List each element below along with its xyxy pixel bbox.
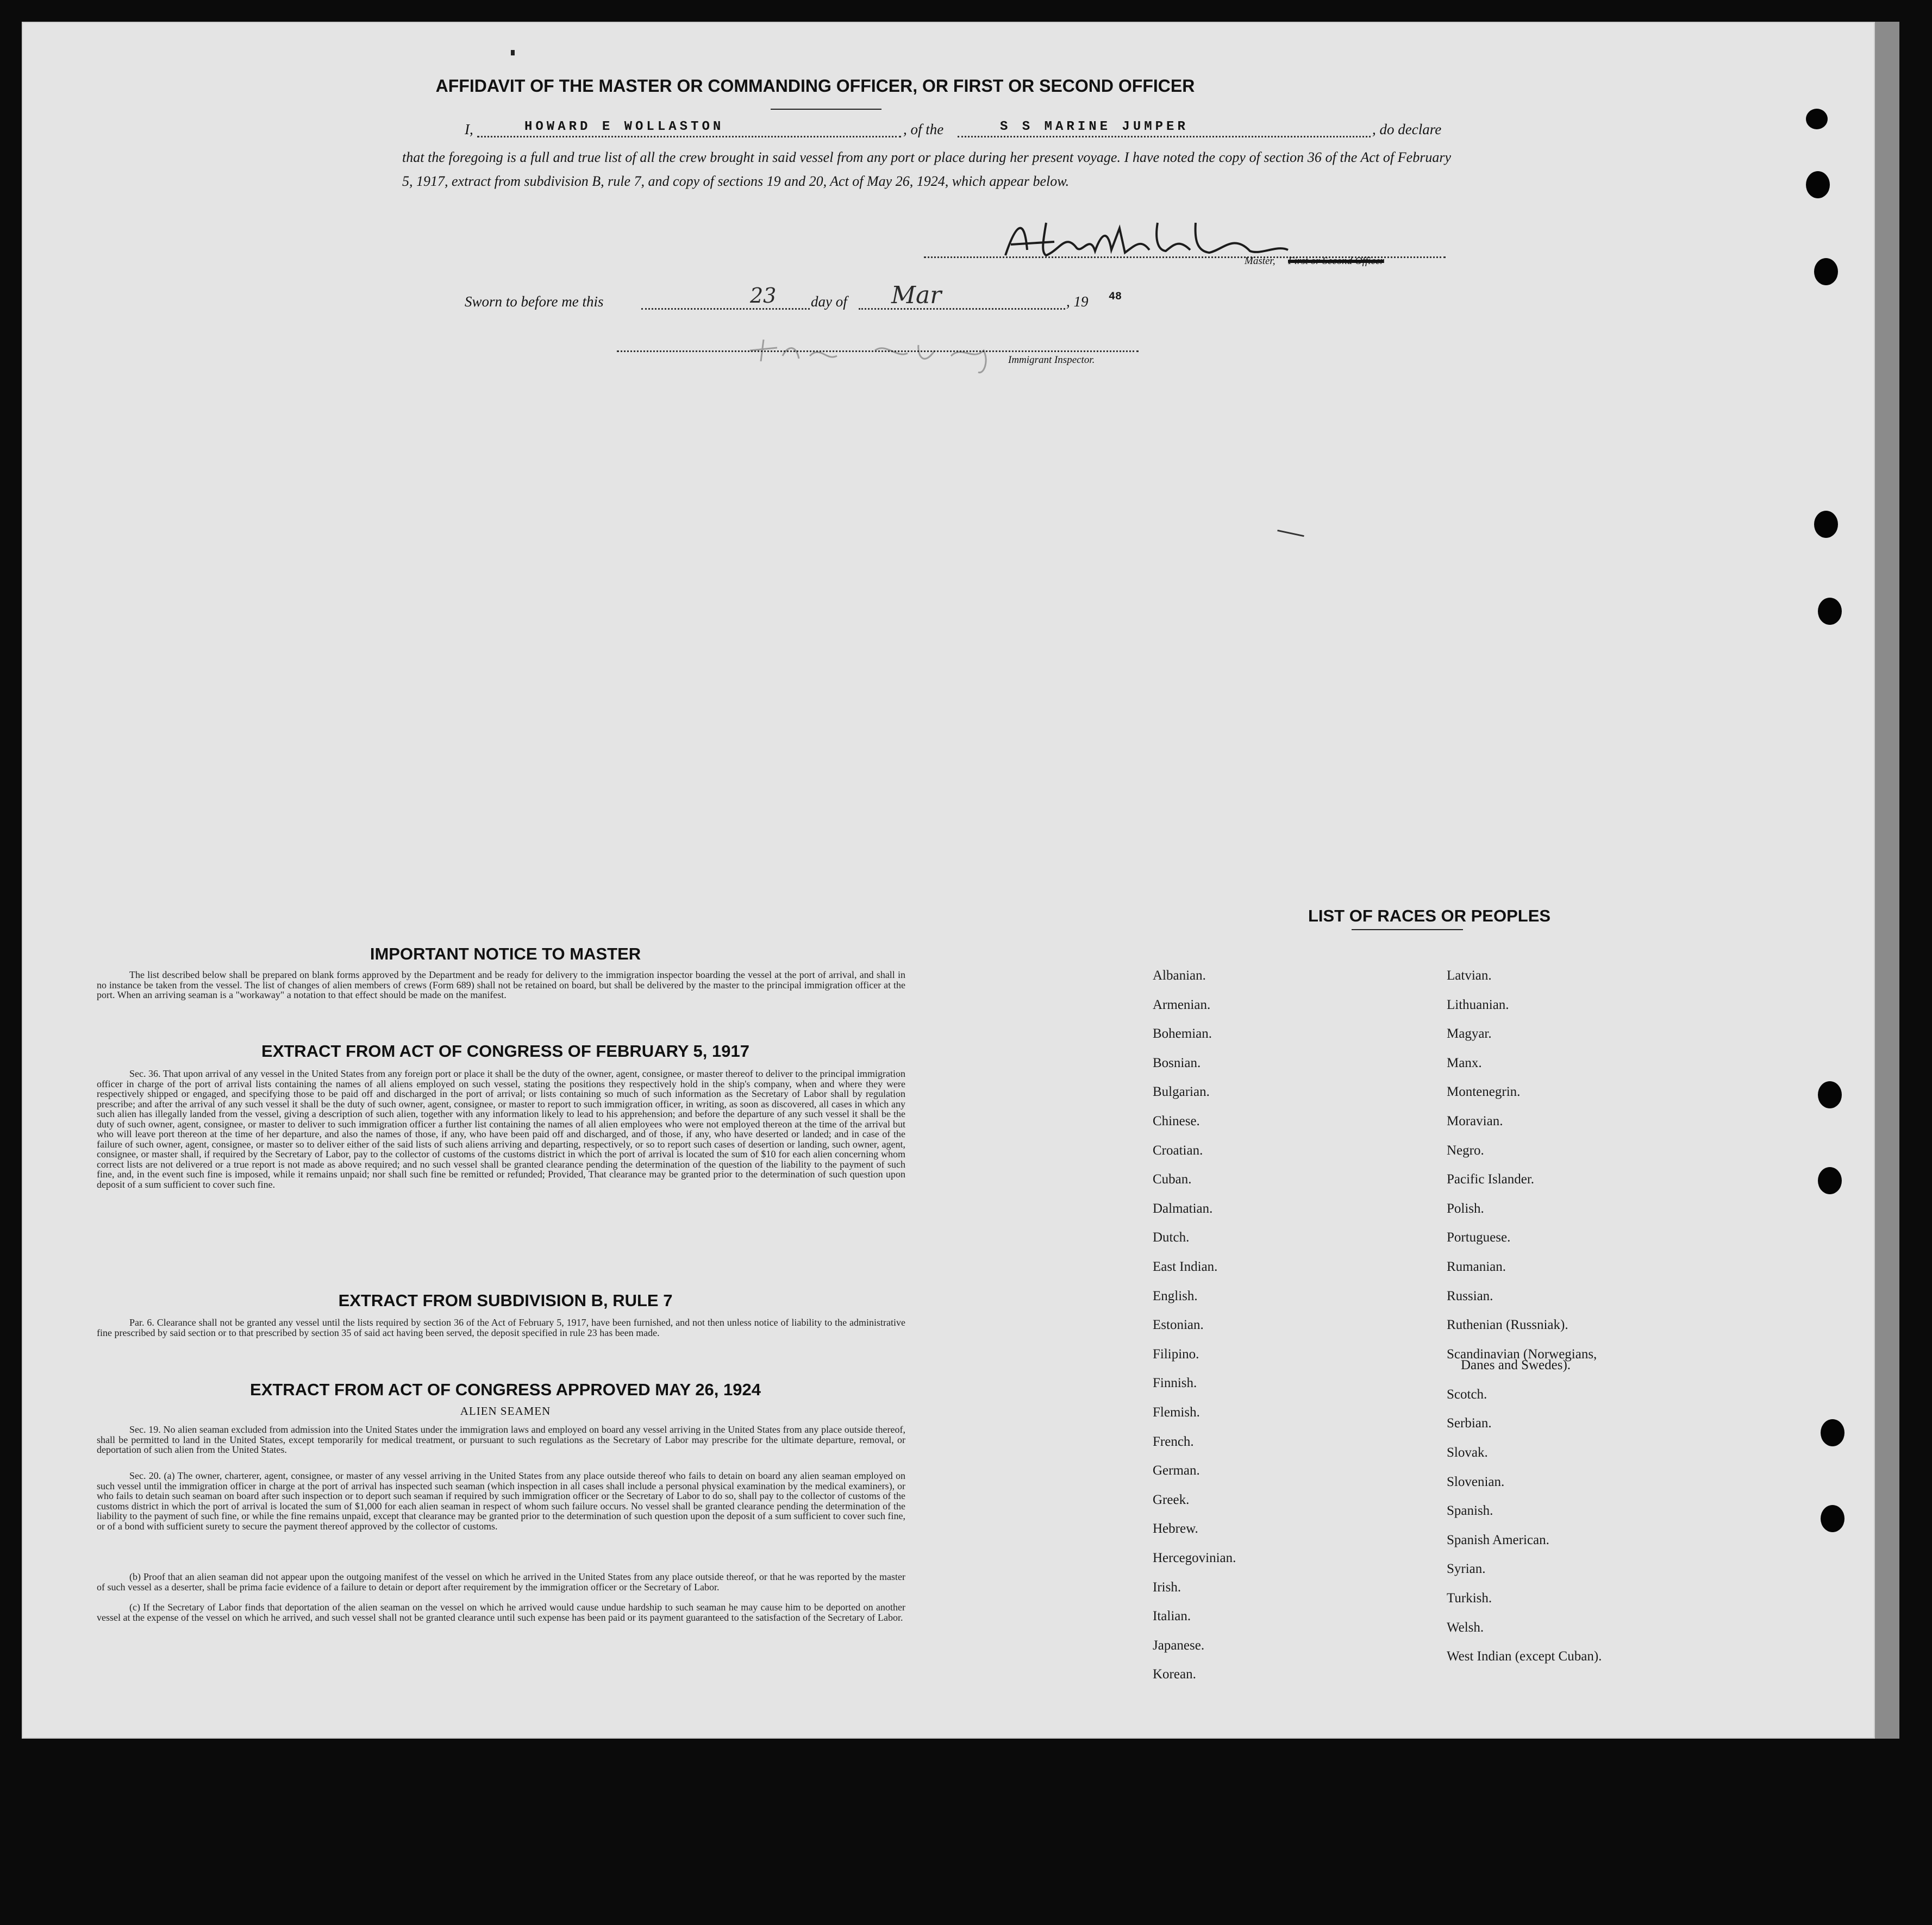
race-item: Portuguese.	[1447, 1230, 1511, 1245]
sworn-day: 23	[750, 284, 777, 308]
race-item: Hercegovinian.	[1153, 1551, 1236, 1565]
binder-hole	[1806, 171, 1830, 198]
sworn-label: Sworn to before me this	[465, 293, 604, 310]
extract-1924-sec20c: (c) If the Secretary of Labor finds that deportation of the alien seaman on the vessel on which he arrived would cause undue hardship to such seaman he may cause him to be deported on another vessel at the expense of the vessel on which he arrived, and such vessel shall not be granted clearance until such expense has been paid or its payment guaranteed to the satisfaction of the Secretary of Labor.	[97, 1602, 905, 1623]
vessel-name: S S MARINE JUMPER	[1000, 120, 1189, 134]
race-item: Estonian.	[1153, 1318, 1204, 1333]
document-page	[22, 22, 1875, 1739]
binder-hole	[1814, 511, 1838, 538]
notice-body: The list described below shall be prepared on blank forms approved by the Department and be ready for delivery to the immigration inspector boarding the vessel at the port of arrival, and shall in no instance be taken from the vessel. The list of changes of alien members of crews (Form 689) shall not be retained on board, but shall be delivered by the master to the principal immigration officer at the port. When an arriving seaman is a "workaway" a notation to that effect should be made on the manifest.	[97, 969, 905, 1000]
binder-hole	[1821, 1419, 1845, 1446]
extract-1917-body: Sec. 36. That upon arrival of any vessel in the United States from any foreign port or place it shall be the duty of the owner, agent, consignee, or master thereof to deliver to the principal immigration officer in charge of the port of arrival lists containing the names of all aliens employed on such vessel, stating the positions they respectively hold in the ship's company, when and where they were respectively shipped or engaged, and specifying those to be paid off and discharged in the port of arrival; or lists containing so much of such information as the Secretary of Labor shall by regulation prescribe; and after the arrival of any such vessel it shall be the duty of such owner, agent, consignee, or master to report to such immigration officer, in writing, as soon as discovered, all cases in which any such alien has illegally landed from the vessel, giving a description of such alien, together with any information likely to lead to his apprehension; and before the departure of any such vessel it shall be the duty of such owner, agent, consignee, or master to deliver to such immigration officer a further list containing the names of all alien employees who were not employed thereon at the time of the arrival but who will leave port thereon at the time of her departure, and also the names of those, if any, who have been paid off and discharged, and of those, if any, who have deserted or landed; and in case of the failure of such owner, agent, consignee, or master so to deliver either of the said lists of such aliens arriving and departing, respectively, or so to report such cases of desertion or landing, such owner, agent, consignee, or master shall, if required by the Secretary of Labor, pay to the collector of customs of the customs district in which the port of arrival is located the sum of $10 for each alien concerning whom correct lists are not delivered or a true report is not made as above required; and no such vessel shall be granted clearance pending the determination of the question of the liability to the payment of such fine, and, in the event such fine is imposed, while it remains unpaid; nor shall such fine be remitted or refunded; Provided, That clearance may be granted prior to the determination of such question upon deposit of a sum sufficient to cover such fine.	[97, 1068, 905, 1190]
race-item: Polish.	[1447, 1201, 1484, 1216]
extract-rule7-body: Par. 6. Clearance shall not be granted any vessel until the lists required by section 36 of the Act of February 5, 1917, have been furnished, and not then unless notice of liability to the administrative fine prescribed by said section or to that prescribed by section 35 of said act having been served, the deposit specified in rule 23 has been made.	[97, 1317, 905, 1338]
race-item: Dalmatian.	[1153, 1201, 1213, 1216]
race-item: French.	[1153, 1434, 1194, 1449]
extract-rule7-title: EXTRACT FROM SUBDIVISION B, RULE 7	[338, 1291, 673, 1310]
binder-hole	[1821, 1505, 1845, 1532]
race-item: Croatian.	[1153, 1143, 1203, 1158]
race-item: Montenegrin.	[1447, 1084, 1521, 1100]
affidavit-body: that the foregoing is a full and true list of all the crew brought in said vessel from any port or place during her present voyage. I have noted the copy of section 36 of the Act of February 5, 1917, extract from subdivision B, rule 7, and copy of sections 19 and 20, Act of May 26, 1924, which appear below.	[402, 149, 1451, 189]
race-item: Bulgarian.	[1153, 1084, 1210, 1100]
page-edge-strip	[1875, 22, 1899, 1739]
day-of-label: day of	[811, 293, 847, 310]
race-item: Pacific Islander.	[1447, 1172, 1535, 1187]
name-dotted-line	[477, 136, 901, 137]
notice-title: IMPORTANT NOTICE TO MASTER	[370, 944, 641, 963]
races-title-rule	[1352, 929, 1463, 930]
race-item: Lithuanian.	[1447, 997, 1509, 1012]
race-item: German.	[1153, 1463, 1200, 1478]
binder-hole	[1806, 109, 1828, 129]
year-suffix: 48	[1109, 291, 1122, 303]
race-item: Magyar.	[1447, 1026, 1492, 1042]
race-item: Irish.	[1153, 1579, 1181, 1595]
race-item: Dutch.	[1153, 1230, 1190, 1245]
of-the-label: , of the	[903, 121, 944, 137]
race-item: Filipino.	[1153, 1346, 1199, 1362]
sworn-month: Mar	[891, 281, 942, 309]
affidavit-i-label: I,	[465, 121, 473, 137]
binder-hole	[1814, 258, 1838, 285]
binder-hole	[1818, 598, 1842, 625]
affidavit-title-rule	[771, 109, 881, 110]
extract-1924-subtitle: ALIEN SEAMEN	[460, 1404, 551, 1418]
race-item: Russian.	[1447, 1288, 1493, 1303]
binder-hole	[1818, 1081, 1842, 1108]
inspector-caption: Immigrant Inspector.	[1008, 354, 1095, 366]
race-item: Bosnian.	[1153, 1055, 1201, 1070]
race-item: Serbian.	[1447, 1416, 1492, 1431]
race-item: English.	[1153, 1288, 1198, 1303]
race-item: Chinese.	[1153, 1114, 1200, 1128]
year-label: , 19	[1066, 293, 1089, 310]
race-item: East Indian.	[1153, 1259, 1218, 1274]
race-item: Slovak.	[1447, 1445, 1488, 1460]
race-item: Negro.	[1447, 1143, 1484, 1158]
race-item: Turkish.	[1447, 1590, 1492, 1606]
struck-officer-caption: First or Second Officer	[1288, 255, 1384, 267]
race-item: Bohemian.	[1153, 1026, 1212, 1042]
stray-mark	[511, 50, 515, 55]
sworn-day-dotted-line	[641, 308, 810, 310]
extract-1924-title: EXTRACT FROM ACT OF CONGRESS APPROVED MAY 26, 1924	[250, 1380, 761, 1399]
race-item: Slovenian.	[1447, 1474, 1505, 1489]
binder-hole	[1818, 1167, 1842, 1194]
race-item: Rumanian.	[1447, 1259, 1506, 1274]
affidavit-title: AFFIDAVIT OF THE MASTER OR COMMANDING OFFICER, OR FIRST OR SECOND OFFICER	[435, 76, 1195, 96]
extract-1924-sec20a: Sec. 20. (a) The owner, charterer, agent, consignee, or master of any vessel arriving in the United States from any place outside thereof who fails to detain on board any alien seaman employed on such vessel until the immigration officer in charge at the port of arrival has inspected such seaman (which inspection in all cases shall include a personal physical examination by the medical examiners), or who fails to detain such seaman on board after such inspection or to deport such seaman if required by such immigration officer or the Secretary of Labor to do so, shall pay to the collector of customs of the customs district in which the port of arrival is located the sum of $1,000 for each alien seaman in respect of whom such failure occurs. No vessel shall be granted clearance pending the determination of the liability to the payment of such fine, or while the fine remains unpaid, except that clearance may be granted prior to the determination of such question upon the deposit of a sum sufficient to cover such fine, or of a bond with sufficient surety to secure the payment thereof approved by the collector of customs.	[97, 1470, 905, 1532]
race-item: Japanese.	[1153, 1638, 1205, 1653]
race-item: Spanish American.	[1447, 1532, 1549, 1547]
master-caption: Master,	[1245, 255, 1276, 267]
sworn-month-dotted-line	[859, 308, 1065, 310]
race-item: Latvian.	[1447, 968, 1492, 983]
race-item: Welsh.	[1447, 1620, 1484, 1635]
declare-label: , do declare	[1372, 121, 1442, 137]
race-item: Syrian.	[1447, 1562, 1486, 1577]
race-item: West Indian (except Cuban).	[1447, 1649, 1602, 1664]
race-item: Finnish.	[1153, 1376, 1197, 1391]
race-item: Italian.	[1153, 1609, 1191, 1624]
race-item: Spanish.	[1447, 1503, 1493, 1519]
race-item: Scotch.	[1447, 1387, 1487, 1402]
extract-1924-sec20b: (b) Proof that an alien seaman did not appear upon the outgoing manifest of the vessel on which he arrived in the United States from any place outside thereof, or that he was reported by the master of such vessel as a deserter, shall be prima facie evidence of a failure to detain or deport after requirement by the immigration officer or the Secretary of Labor.	[97, 1571, 905, 1592]
vessel-dotted-line	[958, 136, 1371, 137]
race-item: Greek.	[1153, 1492, 1190, 1507]
master-name: HOWARD E WOLLASTON	[524, 120, 724, 134]
inspector-signature	[745, 329, 1016, 378]
race-item: Albanian.	[1153, 968, 1206, 983]
race-item: Scandinavian (Norwegians,	[1447, 1346, 1597, 1362]
stray-mark	[1277, 530, 1304, 537]
extract-1917-title: EXTRACT FROM ACT OF CONGRESS OF FEBRUARY 5, 1917	[261, 1042, 749, 1061]
race-item: Danes and Swedes).	[1461, 1358, 1571, 1373]
race-item: Armenian.	[1153, 997, 1211, 1012]
race-item: Ruthenian (Russniak).	[1447, 1318, 1568, 1333]
race-item: Manx.	[1447, 1055, 1482, 1070]
race-item: Flemish.	[1153, 1405, 1200, 1420]
extract-1924-sec19: Sec. 19. No alien seaman excluded from admission into the United States under the immigration laws and employed on board any vessel arriving in the United States from any place outside thereof, shall be permitted to land in the United States, except temporarily for medical treatment, or pursuant to such regulations as the Secretary of Labor may prescribe for the ultimate departure, removal, or deportation of such alien from the United States.	[97, 1424, 905, 1455]
races-title: LIST OF RACES OR PEOPLES	[1308, 906, 1551, 925]
race-item: Moravian.	[1447, 1114, 1503, 1128]
race-item: Cuban.	[1153, 1172, 1192, 1187]
race-item: Korean.	[1153, 1667, 1196, 1682]
race-item: Hebrew.	[1153, 1521, 1198, 1537]
